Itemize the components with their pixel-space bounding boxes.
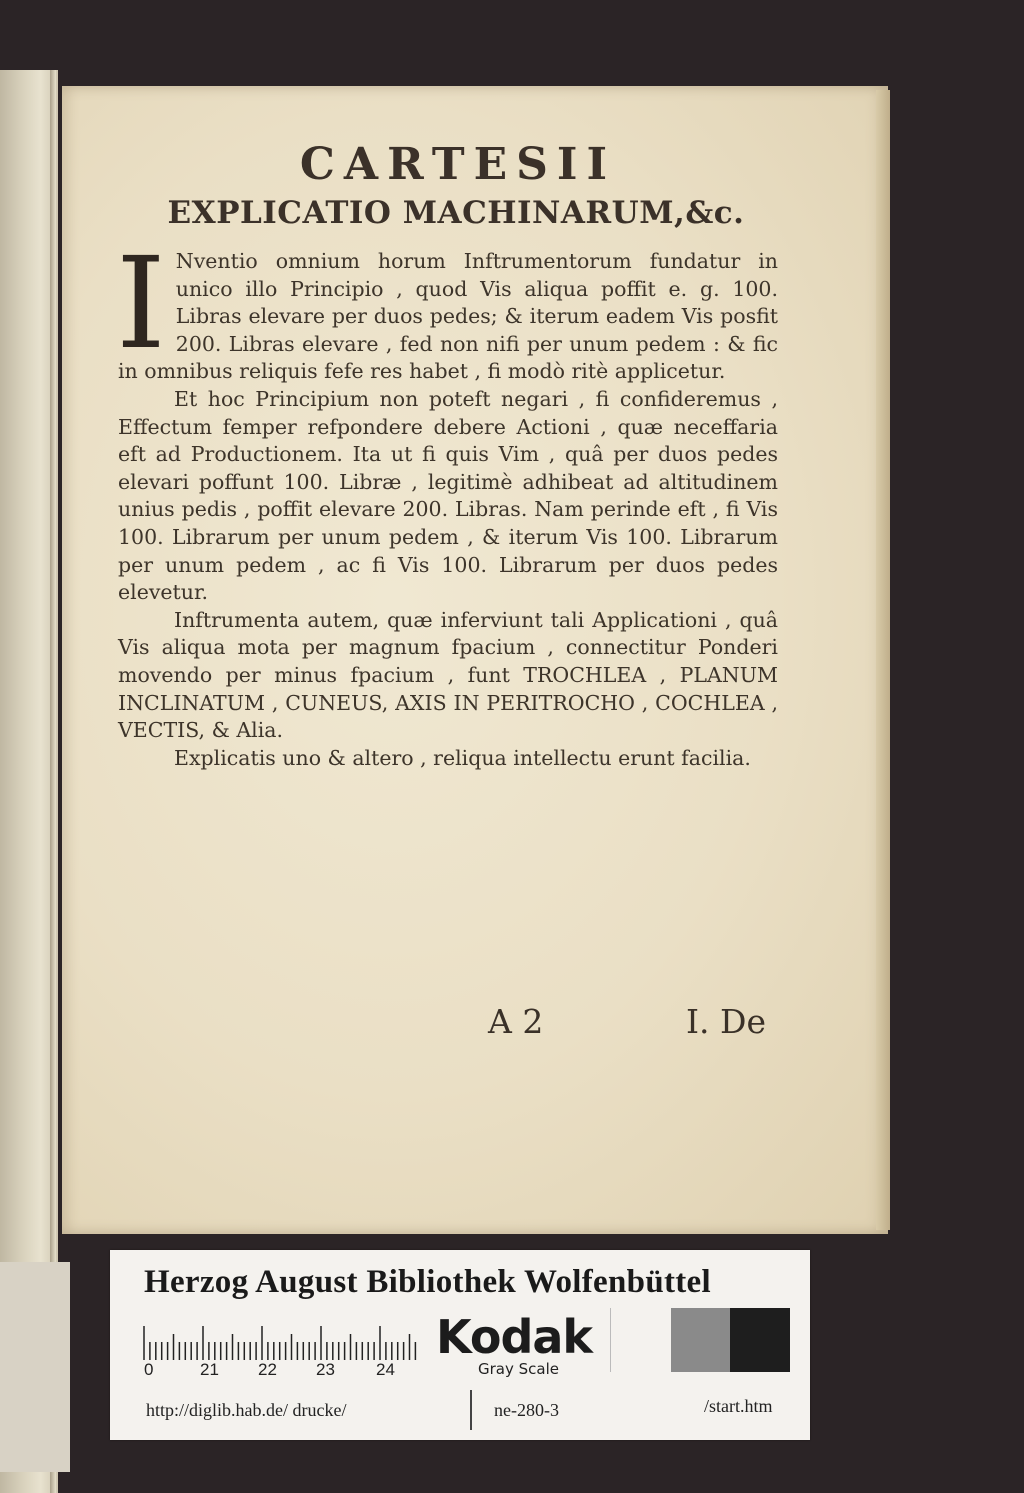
ruler-numbers — [140, 1360, 440, 1380]
page-right-edge — [876, 90, 890, 1230]
library-name: Herzog August Bibliothek Wolfenbüttel — [144, 1264, 711, 1300]
kodak-logo: Kodak — [436, 1310, 592, 1364]
page-footer — [488, 1002, 788, 1052]
ruler-number: 21 — [200, 1360, 219, 1379]
ruler-number: 22 — [258, 1360, 277, 1379]
paragraph-4: Explicatis uno & altero , reliqua intellectu erunt facilia. — [174, 745, 751, 770]
ruler-number: 24 — [376, 1360, 395, 1379]
paragraph-2: Et hoc Principium non poteft negari , fi confideremus , Effectum femper refpondere debere Actioni , quæ neceffaria eft ad Productionem. Ita ut fi quis Vim , quâ per duos pedes elevari poffunt 100. Libræ , legitimè adhibeat ad altitudinem unius pedis , poffit elevare 200. Libras. Nam perinde eft , fi Vis 100. Librarum per unum pedem , & iterum Vis 100. Librarum per unum pedem , ac fi Vis 100. Librarum per duos pedes elevetur. — [118, 386, 778, 605]
ruler-ticks — [140, 1322, 420, 1362]
page-title: CARTESII — [299, 139, 617, 190]
page-subtitle: EXPLICATIO MACHINARUM,&c. — [167, 195, 745, 231]
adjacent-label-fragment — [0, 1262, 70, 1472]
gray-patch-mid — [671, 1308, 731, 1372]
signature-mark: A 2 — [488, 1002, 544, 1041]
paragraph-3: Inftrumenta autem, quæ inferviunt tali Applicationi , quâ Vis aliqua mota per magnum fpacium , connectitur Ponderi movendo per minus fpacium , funt TROCHLEA , PLANUM INCLINATUM , CUNEUS, AXIS IN PERITROCHO , COCHLEA , VECTIS, & Alia. — [118, 607, 778, 743]
paragraph-1-text: Nventio omnium horum Inftrumentorum fundatur in unico illo Principio , quod Vis aliqua poffit e. g. 100. Libras elevare per duos pedes; & iterum eadem Vis posfit 200. Libras elevare , fed non nifi per unum pedem : & fic in omnibus reliquis fefe res habet , fi modò ritè applicetur. — [118, 249, 778, 384]
label-divider — [470, 1390, 472, 1430]
gray-scale-caption: Gray Scale — [478, 1360, 559, 1378]
library-url: http://diglib.hab.de/ drucke/ — [146, 1400, 347, 1420]
page-text — [118, 140, 778, 772]
shelf-mark: ne-280-3 — [494, 1400, 559, 1420]
ruler-number: 23 — [316, 1360, 335, 1379]
catchword: I. De — [686, 1002, 767, 1041]
gray-patch-white — [610, 1308, 671, 1372]
paragraph-1 — [116, 230, 778, 386]
drop-cap: I — [116, 230, 166, 377]
library-color-bar-label — [110, 1250, 810, 1440]
ruler-number: 0 — [144, 1360, 154, 1379]
start-page: /start.htm — [704, 1396, 773, 1416]
gray-scale-patches — [610, 1308, 790, 1372]
gray-patch-black — [730, 1308, 790, 1372]
